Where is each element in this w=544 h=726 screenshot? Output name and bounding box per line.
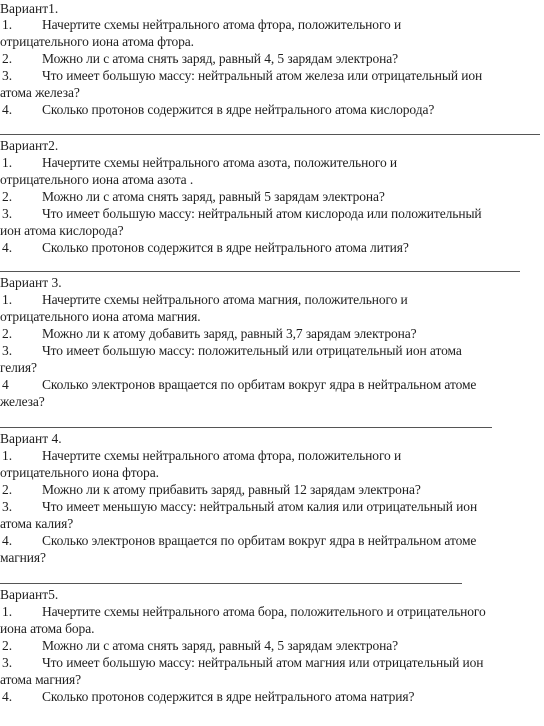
variant-title: Вариант1. [0,1,59,16]
question-text: ион атома кислорода? [0,223,124,238]
question-text: Можно ли с атома снять заряд, равный 5 зарядам электрона? [42,189,385,204]
question-number: 4. [2,533,13,548]
question-text: гелия? [0,360,37,375]
question-text: Можно ли к атому добавить заряд, равный 3,7 зарядам электрона? [42,326,417,341]
question-text: Можно ли с атома снять заряд, равный 4, 5 зарядам электрона? [42,51,399,66]
question-text: атома железа? [0,85,80,100]
question-text: Можно ли к атому прибавить заряд, равный 12 зарядам электрона? [42,482,421,497]
question-number: 3. [2,343,13,358]
question-text: Что имеет большую массу: положительный или отрицательный ион атома [42,343,462,358]
question-text: Сколько электронов вращается по орбитам вокруг ядра в нейтральном атоме [42,377,477,392]
question-text: Начертите схемы нейтрального атома магния, положительного и [42,292,408,307]
question-number: 1. [2,292,13,307]
question-text: отрицательного иона атома магния. [0,309,201,324]
question-text: Сколько протонов содержится в ядре нейтрального атома натрия? [42,689,415,704]
question-number: 1. [2,155,13,170]
question-number: 1. [2,17,13,32]
separator-line [0,427,492,428]
question-text: отрицательного иона атома азота . [0,172,194,187]
question-text: Что имеет большую массу: нейтральный атом кислорода или положительный [42,206,482,221]
question-text: Сколько протонов содержится в ядре нейтрального атома кислорода? [42,102,435,117]
question-number: 4. [2,240,13,255]
question-number: 1. [2,448,13,463]
question-text: атома магния? [0,672,82,687]
question-text: отрицательного иона фтора. [0,465,159,480]
question-number: 3. [2,499,13,514]
question-text: магния? [0,550,46,565]
variant-title: Вариант2. [0,138,59,153]
question-text: железа? [0,394,45,409]
question-text: атома калия? [0,516,74,531]
question-text: Сколько протонов содержится в ядре нейтрального атома лития? [42,240,409,255]
question-text: отрицательного иона атома фтора. [0,34,194,49]
question-text: Что имеет большую массу: нейтральный атом магния или отрицательный ион [42,655,484,670]
question-number: 4. [2,102,13,117]
variant-title: Вариант 4. [0,431,62,446]
variant-title: Вариант 3. [0,275,62,290]
question-text: Начертите схемы нейтрального атома азота, положительного и [42,155,398,170]
question-text: Начертите схемы нейтрального атома фтора, положительного и [42,17,402,32]
question-number: 3. [2,206,13,221]
question-text: Начертите схемы нейтрального атома бора, положительного и отрицательного [42,604,486,619]
question-number: 2. [2,51,13,66]
question-text: Что имеет меньшую массу: нейтральный атом калия или отрицательный ион [42,499,478,514]
question-text: Что имеет большую массу: нейтральный атом железа или отрицательный ион [42,68,483,83]
question-number: 2. [2,326,13,341]
question-number: 4 [2,377,9,392]
question-text: Начертите схемы нейтрального атома фтора, положительного и [42,448,402,463]
separator-line [0,134,540,135]
variant-title: Вариант5. [0,587,59,602]
question-text: иона атома бора. [0,621,95,636]
question-text: Сколько электронов вращается по орбитам вокруг ядра в нейтральном атоме [42,533,477,548]
question-number: 3. [2,68,13,83]
separator-line [0,271,520,272]
question-number: 1. [2,604,13,619]
question-text: Можно ли с атома снять заряд, равный 4, 5 зарядам электрона? [42,638,399,653]
separator-line [0,583,462,584]
question-number: 4. [2,689,13,704]
question-number: 3. [2,655,13,670]
question-number: 2. [2,482,13,497]
question-number: 2. [2,638,13,653]
question-number: 2. [2,189,13,204]
